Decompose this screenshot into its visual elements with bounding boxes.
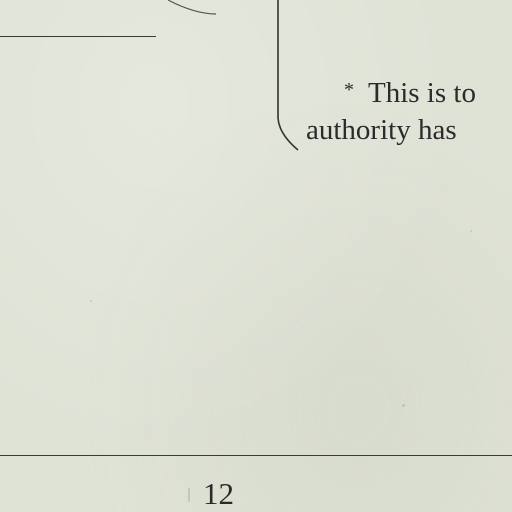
paper-speck bbox=[188, 488, 190, 502]
paper-speck bbox=[402, 404, 405, 407]
footnote-asterisk: * bbox=[344, 79, 354, 101]
page-number: 12 bbox=[203, 476, 234, 511]
footnote-line-2: authority has bbox=[306, 114, 457, 146]
paper-speck bbox=[90, 300, 92, 302]
bottom-horizontal-rule bbox=[0, 455, 512, 456]
paper-speck bbox=[470, 230, 472, 232]
footnote-line-1 bbox=[306, 72, 512, 112]
footnote-text bbox=[306, 72, 512, 149]
footnote-line-1-text: This is to bbox=[368, 77, 476, 109]
